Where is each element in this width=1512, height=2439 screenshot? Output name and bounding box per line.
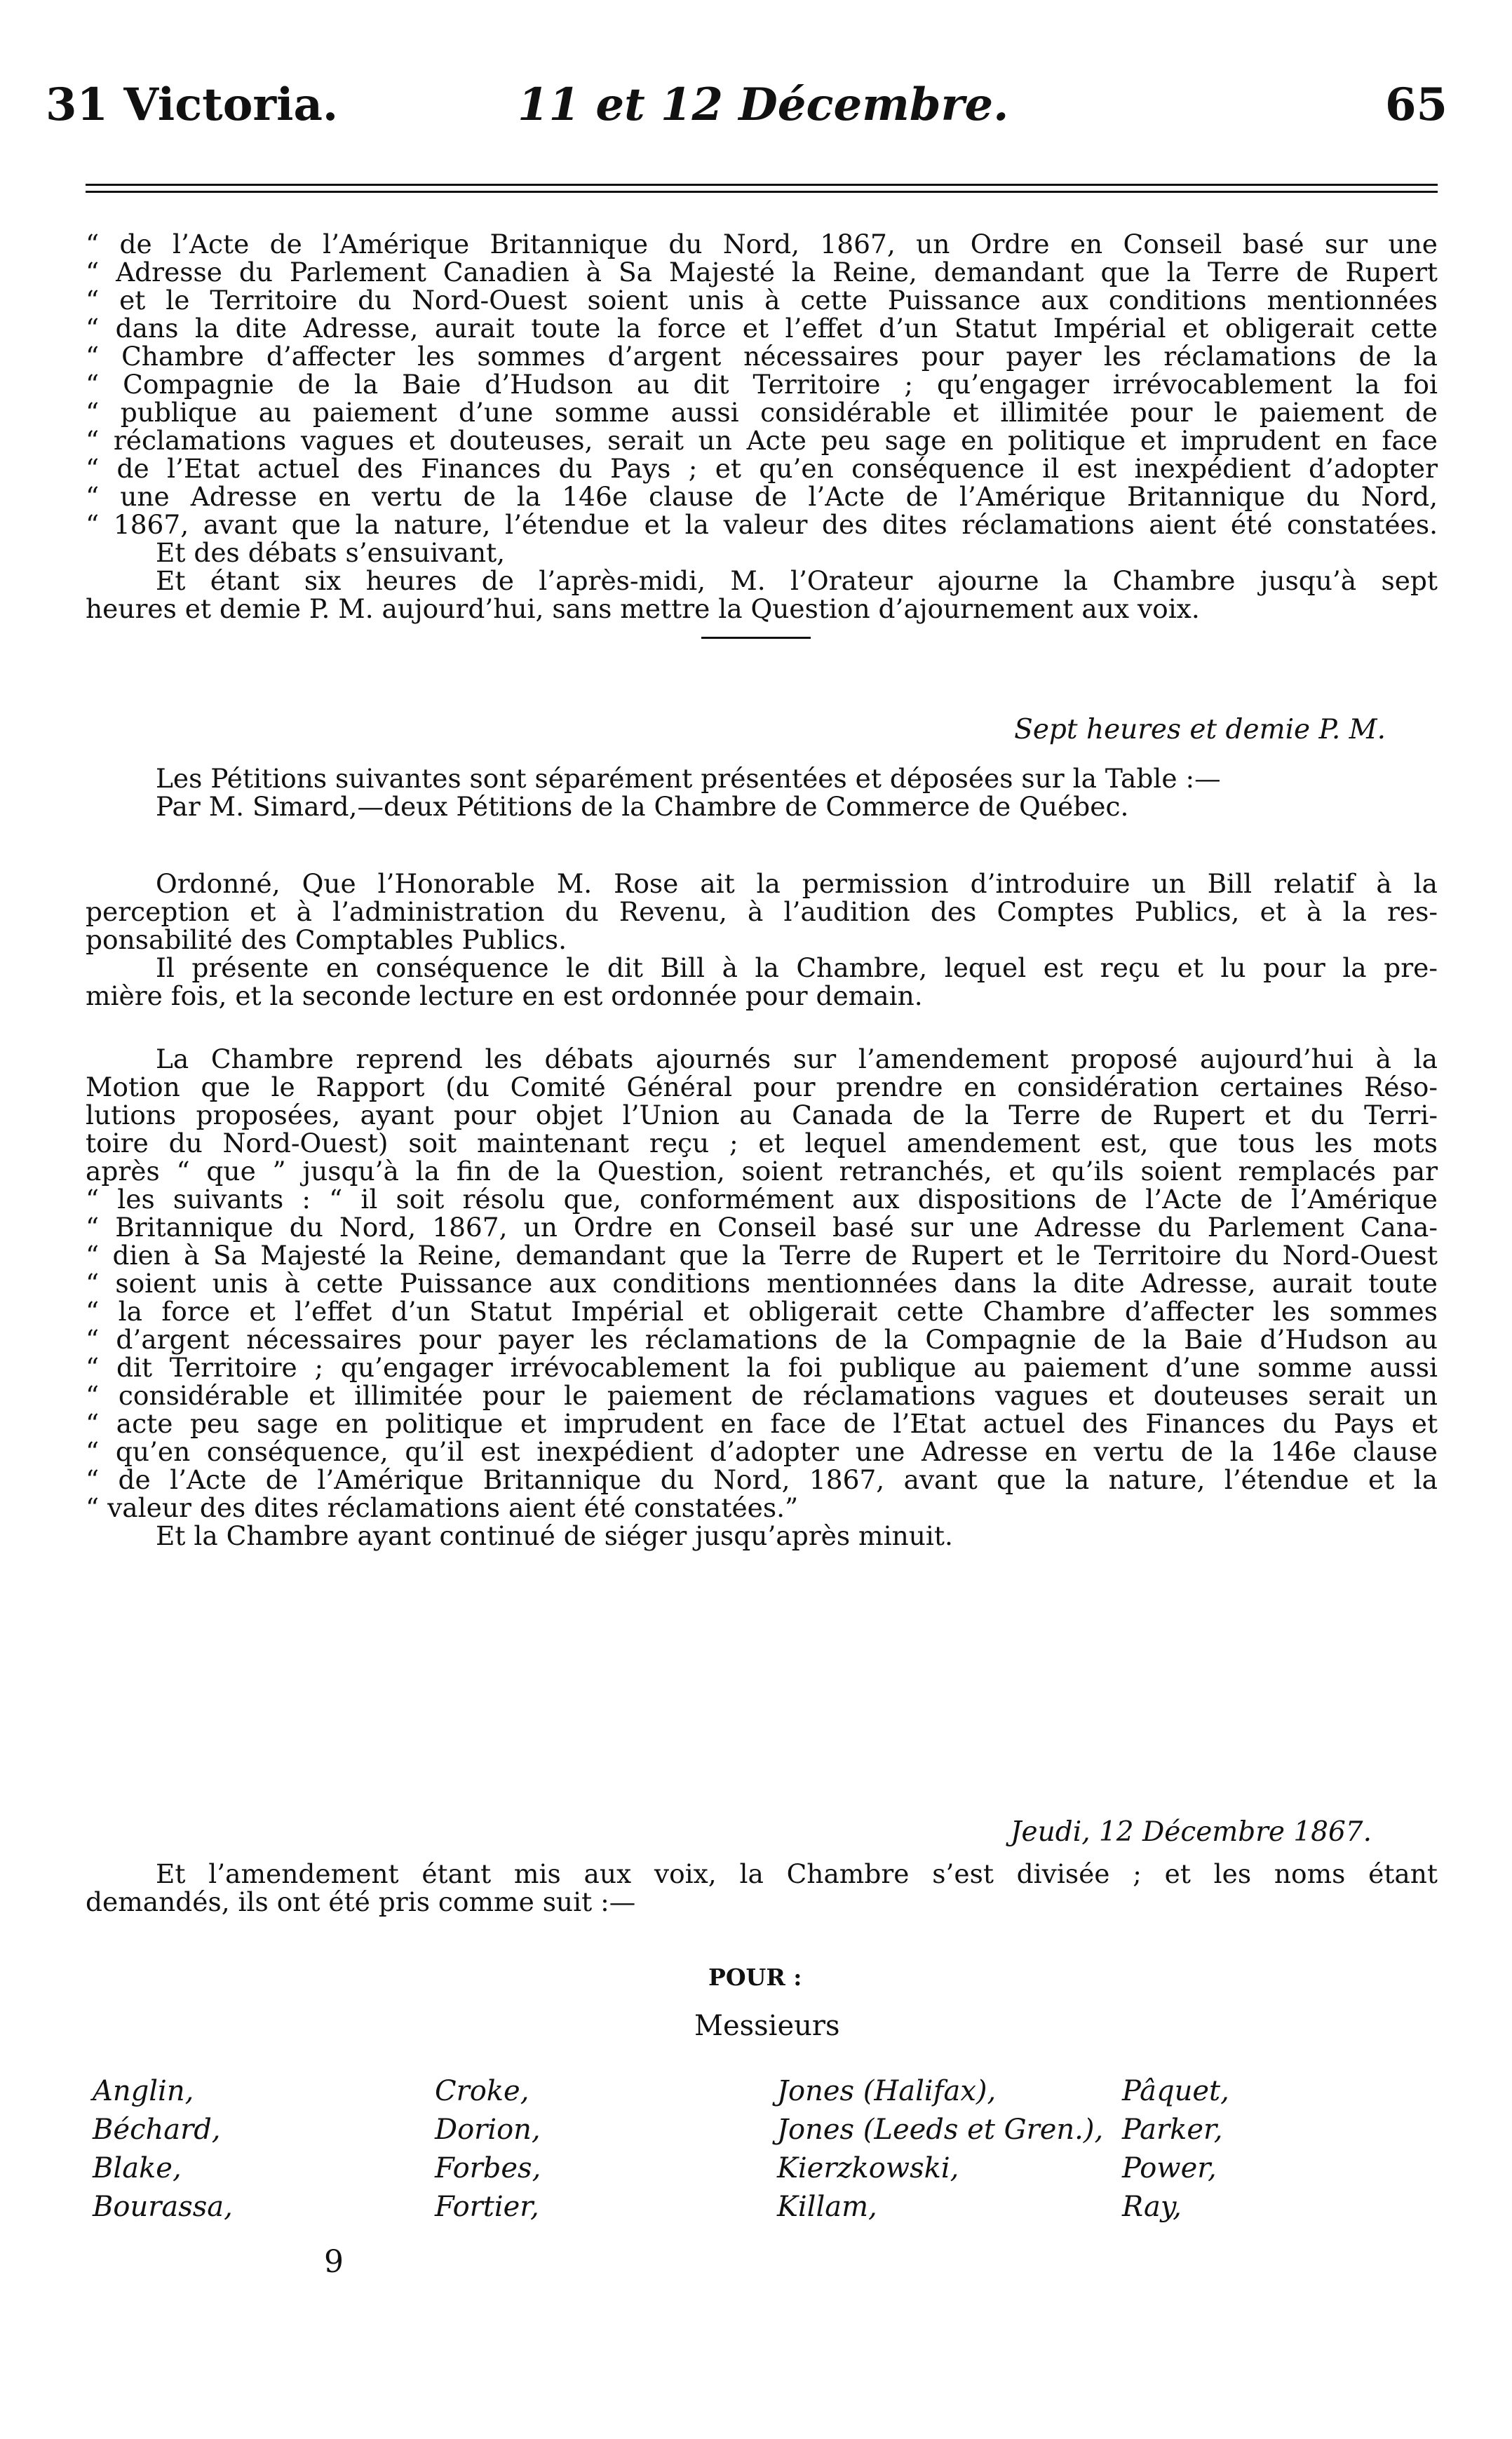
division-paragraph — [86, 1860, 1438, 1916]
member-name: Killam, — [777, 2191, 877, 2223]
adjournment-paragraph — [86, 539, 1438, 623]
text-line: Ordonné, Que l’Honorable M. Rose ait la permission d’introduire un Bill relatif à la — [156, 868, 1438, 899]
bill-paragraph — [86, 870, 1438, 1010]
text-line: “ dien à Sa Majesté la Reine, demandant que la Terre de Rupert et le Territoire du Nord-Ouest — [86, 1240, 1438, 1271]
text-line: “ dit Territoire ; qu’engager irrévocablement la foi publique au paiement d’une somme aussi — [86, 1352, 1438, 1383]
member-name: Power, — [1122, 2152, 1217, 2184]
text-line: perception et à l’administration du Revenu, à l’audition des Comptes Publics, et à la res- — [86, 896, 1438, 927]
vote-column-2 — [435, 2072, 541, 2227]
text-line: “ dans la dite Adresse, aurait toute la force et l’effet d’un Statut Impérial et obligerait cette — [86, 313, 1438, 344]
member-name: Bourassa, — [93, 2191, 233, 2223]
text-line: “ Compagnie de la Baie d’Hudson au dit Territoire ; qu’engager irrévocablement la foi — [86, 369, 1438, 400]
page-number: 65 — [1384, 79, 1447, 131]
text-line: “ et le Territoire du Nord-Ouest soient unis à cette Puissance aux conditions mentionnées — [86, 285, 1438, 316]
text-line: “ publique au paiement d’une somme aussi considérable et illimitée pour le paiement de — [86, 397, 1438, 428]
text-line: “ Adresse du Parlement Canadien à Sa Majesté la Reine, demandant que la Terre de Rupert — [86, 257, 1438, 288]
text-line: La Chambre reprend les débats ajournés sur l’amendement proposé aujourd’hui à la — [156, 1043, 1438, 1074]
member-name: Anglin, — [93, 2075, 194, 2107]
text-line: mière fois, et la seconde lecture en est ordonnée pour demain. — [86, 980, 923, 1011]
text-line: “ de l’Acte de l’Amérique Britannique du Nord, 1867, avant que la nature, l’étendue et la — [86, 1464, 1438, 1495]
petitions-paragraph — [86, 764, 1438, 820]
text-line: “ une Adresse en vertu de la 146e clause de l’Acte de l’Amérique Britannique du Nord, — [86, 481, 1438, 512]
section-separator — [701, 637, 811, 639]
text-line: “ 1867, avant que la nature, l’étendue et la valeur des dites réclamations aient été constatées. — [86, 509, 1438, 540]
printer-signature-mark: 9 — [324, 2244, 344, 2280]
text-line: “ réclamations vagues et douteuses, serait un Acte peu sage en politique et imprudent en face — [86, 425, 1438, 456]
vote-column-3 — [777, 2072, 1103, 2227]
text-line: demandés, ils ont été pris comme suit :— — [86, 1886, 636, 1917]
text-line: “ soient unis à cette Puissance aux conditions mentionnées dans la dite Adresse, aurait toute — [86, 1268, 1438, 1299]
text-line: heures et demie P. M. aujourd’hui, sans mettre la Question d’ajournement aux voix. — [86, 593, 1200, 624]
member-name: Fortier, — [435, 2191, 539, 2223]
member-name: Parker, — [1122, 2114, 1223, 2146]
header-rule-top — [86, 184, 1438, 186]
text-line: lutions proposées, ayant pour objet l’Union au Canada de la Terre de Rupert et du Terri- — [86, 1100, 1438, 1130]
text-line: “ de l’Etat actuel des Finances du Pays ; et qu’en conséquence il est inexpédient d’adopter — [86, 453, 1438, 484]
text-line: Motion que le Rapport (du Comité Général pour prendre en considération certaines Réso- — [86, 1072, 1438, 1102]
time-heading: Sept heures et demie P. M. — [1014, 714, 1386, 745]
messieurs-label: Messieurs — [694, 2010, 840, 2042]
text-line: “ Chambre d’affecter les sommes d’argent nécessaires pour payer les réclamations de la — [86, 341, 1438, 372]
pour-label: POUR : — [708, 1964, 802, 1991]
text-line: après “ que ” jusqu’à la fin de la Question, soient retranchés, et qu’ils soient remplacés par — [86, 1156, 1438, 1187]
text-line: “ qu’en conséquence, qu’il est inexpédient d’adopter une Adresse en vertu de la 146e clause — [86, 1436, 1438, 1467]
vote-column-1 — [93, 2072, 233, 2227]
member-name: Croke, — [435, 2075, 529, 2107]
member-name: Ray, — [1122, 2191, 1182, 2223]
text-line: Et l’amendement étant mis aux voix, la Chambre s’est divisée ; et les noms étant — [156, 1858, 1438, 1889]
text-line: ponsabilité des Comptables Publics. — [86, 924, 567, 955]
text-line: Et étant six heures de l’après-midi, M. l’Orateur ajourne la Chambre jusqu’à sept — [156, 565, 1438, 596]
date-heading: Jeudi, 12 Décembre 1867. — [1010, 1816, 1372, 1848]
member-name: Béchard, — [93, 2114, 221, 2146]
text-line: “ acte peu sage en politique et imprudent en face de l’Etat actuel des Finances du Pays et — [86, 1408, 1438, 1439]
text-line: “ considérable et illimitée pour le paiement de réclamations vagues et douteuses serait un — [86, 1380, 1438, 1411]
running-head-date: 11 et 12 Décembre. — [518, 79, 1009, 131]
text-line: Et la Chambre ayant continué de siéger jusqu’après minuit. — [156, 1520, 953, 1551]
member-name: Pâquet, — [1122, 2075, 1229, 2107]
text-line: Et des débats s’ensuivant, — [156, 537, 506, 568]
header-rule-bottom — [86, 191, 1438, 193]
text-line: “ valeur des dites réclamations aient été constatées.” — [86, 1492, 799, 1523]
text-line: “ d’argent nécessaires pour payer les réclamations de la Compagnie de la Baie d’Hudson au — [86, 1324, 1438, 1355]
quoted-amendment-paragraph — [86, 230, 1438, 539]
member-name: Forbes, — [435, 2152, 541, 2184]
text-line: toire du Nord-Ouest) soit maintenant reçu ; et lequel amendement est, que tous les mots — [86, 1128, 1438, 1158]
member-name: Jones (Leeds et Gren.), — [777, 2114, 1104, 2146]
member-name: Jones (Halifax), — [777, 2075, 997, 2107]
member-name: Kierzkowski, — [777, 2152, 959, 2184]
running-head-left: 31 Victoria. — [46, 79, 339, 131]
member-name: Dorion, — [435, 2114, 541, 2146]
text-line: “ de l’Acte de l’Amérique Britannique du Nord, 1867, un Ordre en Conseil basé sur une — [86, 229, 1438, 259]
text-line: “ les suivants : “ il soit résolu que, conformément aux dispositions de l’Acte de l’Amérique — [86, 1184, 1438, 1215]
text-line: Par M. Simard,—deux Pétitions de la Chambre de Commerce de Québec. — [156, 791, 1129, 822]
text-line: “ la force et l’effet d’un Statut Impérial et obligerait cette Chambre d’affecter les sommes — [86, 1296, 1438, 1327]
debate-paragraph — [86, 1045, 1438, 1550]
member-name: Blake, — [93, 2152, 182, 2184]
text-line: Les Pétitions suivantes sont séparément présentées et déposées sur la Table :— — [156, 763, 1221, 794]
vote-column-4 — [1122, 2072, 1229, 2227]
text-line: Il présente en conséquence le dit Bill à la Chambre, lequel est reçu et lu pour la pre- — [156, 952, 1438, 983]
text-line: “ Britannique du Nord, 1867, un Ordre en Conseil basé sur une Adresse du Parlement Cana- — [86, 1212, 1438, 1243]
